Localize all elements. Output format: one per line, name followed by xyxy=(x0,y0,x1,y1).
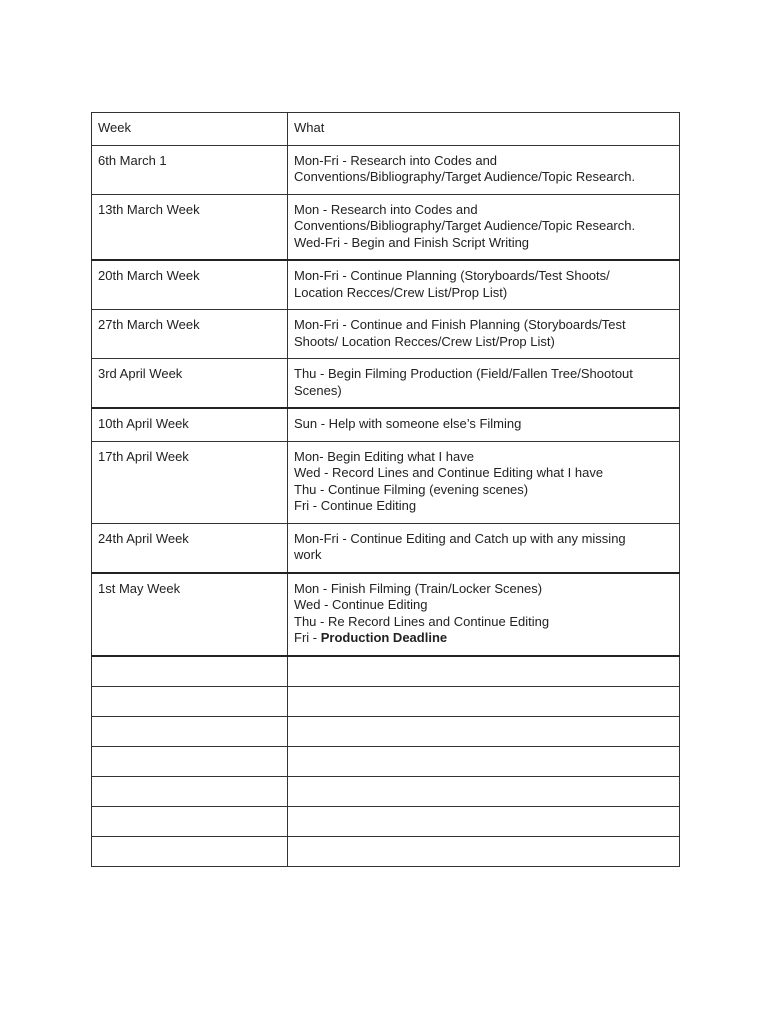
what-cell xyxy=(288,359,680,409)
table-row xyxy=(92,359,680,409)
header-what: What xyxy=(288,113,680,146)
what-cell xyxy=(288,194,680,260)
what-cell xyxy=(288,523,680,573)
empty-cell xyxy=(92,716,288,746)
table-header-row xyxy=(92,113,680,146)
task-line: Thu - Continue Filming (evening scenes) xyxy=(294,481,529,497)
table-row xyxy=(92,523,680,573)
week-cell: 13th March Week xyxy=(92,194,288,260)
what-cell xyxy=(288,573,680,656)
task-line: Thu - Re Record Lines and Continue Editing xyxy=(294,613,550,629)
what-cell xyxy=(288,145,680,194)
task-line: Conventions/Bibliography/Target Audience/Topic Research. xyxy=(294,169,636,184)
empty-cell xyxy=(288,776,680,806)
table-row xyxy=(92,310,680,359)
week-cell: 1st May Week xyxy=(92,573,288,656)
empty-cell xyxy=(288,656,680,687)
what-cell xyxy=(288,441,680,523)
empty-row xyxy=(92,776,680,806)
table-row xyxy=(92,194,680,260)
task-line: Sun - Help with someone else’s Filming xyxy=(294,416,522,431)
table-row xyxy=(92,408,680,441)
empty-cell xyxy=(92,836,288,866)
week-cell: 10th April Week xyxy=(92,408,288,441)
week-cell: 24th April Week xyxy=(92,523,288,573)
table-row xyxy=(92,145,680,194)
empty-row xyxy=(92,746,680,776)
week-cell: 6th March 1 xyxy=(92,145,288,194)
task-line: Location Recces/Crew List/Prop List) xyxy=(294,284,508,300)
empty-row xyxy=(92,716,680,746)
empty-row xyxy=(92,836,680,866)
what-cell xyxy=(288,260,680,310)
deadline-label: Production Deadline xyxy=(320,630,448,645)
task-line xyxy=(294,630,673,647)
task-line: Wed - Continue Editing xyxy=(294,597,428,612)
task-line: Mon-Fri - Continue Editing and Catch up with any missing xyxy=(294,530,626,546)
empty-row xyxy=(92,806,680,836)
empty-row xyxy=(92,686,680,716)
task-line: Thu - Begin Filming Production (Field/Fallen Tree/Shootout xyxy=(294,366,633,381)
deadline-prefix: Fri - xyxy=(294,630,321,645)
header-week: Week xyxy=(92,113,288,146)
what-cell xyxy=(288,408,680,441)
week-cell: 20th March Week xyxy=(92,260,288,310)
table-row xyxy=(92,260,680,310)
task-line: Fri - Continue Editing xyxy=(294,498,417,513)
task-line: Mon- Begin Editing what I have xyxy=(294,448,474,464)
task-line: Wed - Record Lines and Continue Editing what I have xyxy=(294,465,604,480)
empty-cell xyxy=(288,806,680,836)
week-cell: 3rd April Week xyxy=(92,359,288,409)
task-line: Mon-Fri - Continue Planning (Storyboards/Test Shoots/ xyxy=(294,268,610,283)
task-line: Mon - Finish Filming (Train/Locker Scenes) xyxy=(294,580,543,596)
task-line: Scenes) xyxy=(294,382,342,398)
task-line: Wed-Fri - Begin and Finish Script Writing xyxy=(294,234,530,250)
empty-cell xyxy=(288,716,680,746)
task-line: Mon-Fri - Research into Codes and xyxy=(294,152,498,168)
task-line: work xyxy=(294,547,322,562)
week-cell: 17th April Week xyxy=(92,441,288,523)
empty-cell xyxy=(288,836,680,866)
empty-cell xyxy=(288,746,680,776)
empty-cell xyxy=(92,746,288,776)
empty-row xyxy=(92,656,680,687)
task-line: Shoots/ Location Recces/Crew List/Prop List) xyxy=(294,333,555,349)
week-cell: 27th March Week xyxy=(92,310,288,359)
empty-cell xyxy=(92,776,288,806)
task-line: Mon - Research into Codes and xyxy=(294,201,478,217)
empty-cell xyxy=(92,806,288,836)
table-row xyxy=(92,441,680,523)
empty-cell xyxy=(92,656,288,687)
task-line: Mon-Fri - Continue and Finish Planning (Storyboards/Test xyxy=(294,317,626,332)
task-line: Conventions/Bibliography/Target Audience/Topic Research. xyxy=(294,218,636,233)
empty-cell xyxy=(288,686,680,716)
what-cell xyxy=(288,310,680,359)
empty-cell xyxy=(92,686,288,716)
table-row xyxy=(92,573,680,656)
schedule-table xyxy=(91,112,680,867)
